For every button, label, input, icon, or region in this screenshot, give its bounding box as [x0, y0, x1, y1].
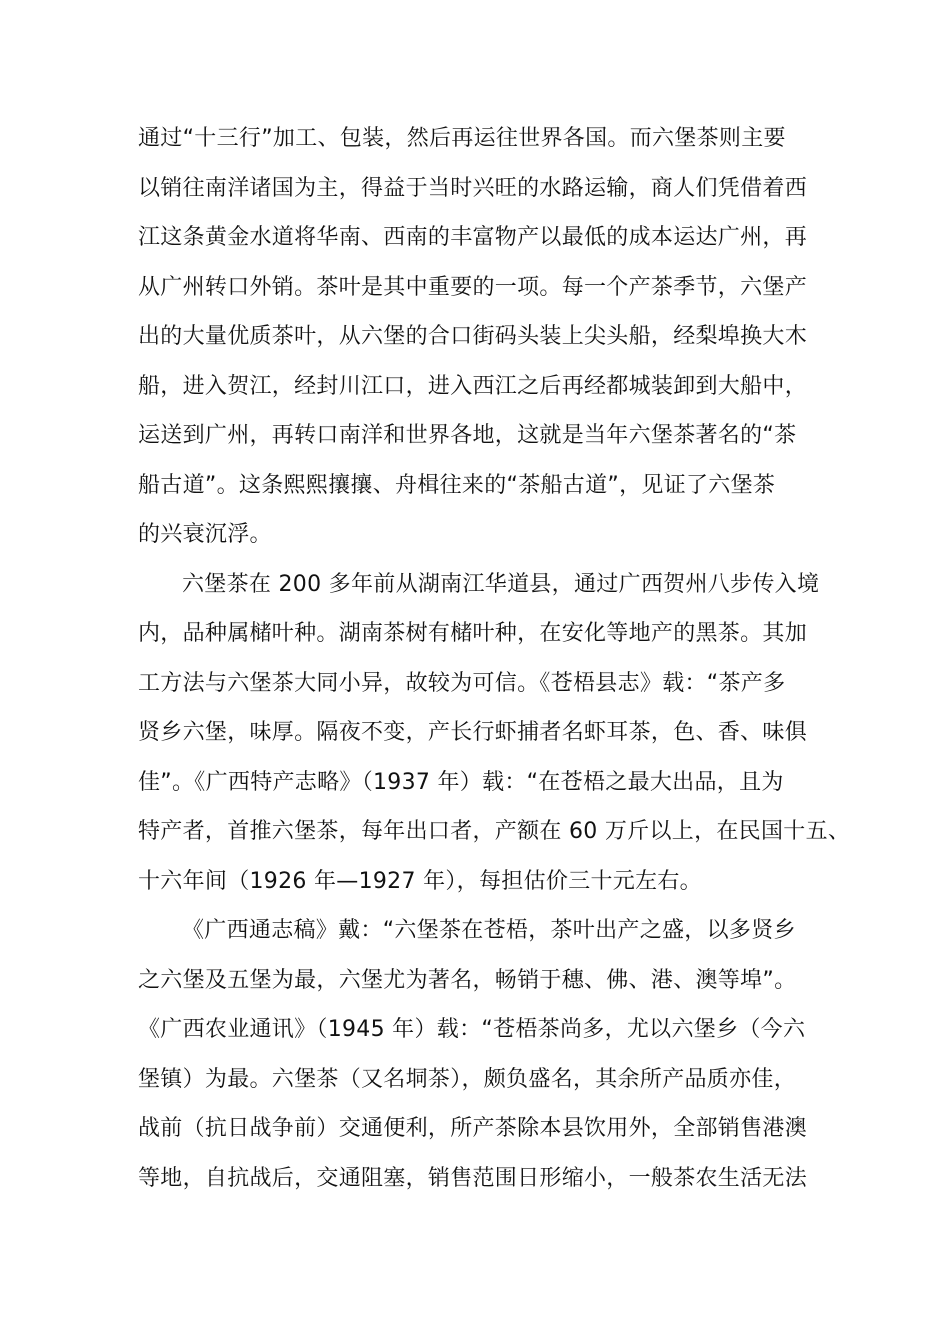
text-line-3: 江这条黄金水道将华南、西南的丰富物产以最低的成本运达广州，再	[138, 225, 808, 250]
text-line-2: 以销往南洋诸国为主，得益于当时兴旺的水路运输，商人们凭借着西	[138, 175, 808, 201]
body-text	[138, 114, 851, 1203]
text-line-10: 六堡茶在 200 多年前从湖南江华道县，通过广西贺州八步传入境	[182, 571, 820, 597]
text-line-7: 运送到广州，再转口南洋和世界各地，这就是当年六堡茶著名的“茶	[138, 423, 797, 448]
text-line-6: 船，进入贺江，经封川江口，进入西江之后再经都城装卸到大船中，	[138, 373, 808, 399]
text-line-9: 的兴衰沉浮。	[138, 522, 272, 547]
text-line-20: 堡镇）为最。六堡茶（又名垌茶），颇负盛名，其余所产品质亦佳，	[138, 1066, 797, 1092]
text-line-15: 特产者，首推六堡茶，每年出口者，产额在 60 万斤以上，在民国十五、	[138, 819, 851, 844]
text-line-19: 《广西农业通讯》（1945 年）载：“苍梧茶尚多，尤以六堡乡（今六	[138, 1017, 806, 1042]
text-line-16: 十六年间（1926 年—1927 年），每担估价三十元左右。	[138, 868, 702, 894]
text-line-13: 贤乡六堡，味厚。隔夜不变，产长行虾捕者名虾耳茶，色、香、味俱	[138, 720, 808, 745]
text-line-1: 通过“十三行”加工、包装，然后再运往世界各国。而六堡茶则主要	[138, 126, 786, 151]
text-line-12: 工方法与六堡茶大同小异，故较为可信。《苍梧县志》载：“茶产多	[138, 670, 786, 696]
text-line-21: 战前（抗日战争前）交通便利，所产茶除本县饮用外，全部销售港澳	[138, 1116, 808, 1141]
text-line-18: 之六堡及五堡为最，六堡尤为著名，畅销于穗、佛、港、澳等埠”。	[138, 967, 797, 993]
text-line-22: 等地，自抗战后，交通阻塞，销售范围日形缩小，一般茶农生活无法	[138, 1165, 808, 1191]
text-line-4: 从广州转口外销。茶叶是其中重要的一项。每一个产茶季节，六堡产	[138, 274, 808, 300]
text-line-11: 内，品种属槠叶种。湖南茶树有槠叶种，在安化等地产的黑茶。其加	[138, 621, 808, 646]
text-line-14: 佳”。《广西特产志略》（1937 年）载：“在苍梧之最大出品，且为	[138, 769, 784, 795]
text-line-17: 《广西通志稿》戴：“六堡茶在苍梧，茶叶出产之盛，以多贤乡	[182, 918, 796, 943]
text-line-8: 船古道”。这条熙熙攘攘、舟楫往来的“茶船古道”，见证了六堡茶	[138, 472, 776, 498]
text-line-5: 出的大量优质茶叶，从六堡的合口街码头装上尖头船，经梨埠换大木	[138, 324, 808, 349]
